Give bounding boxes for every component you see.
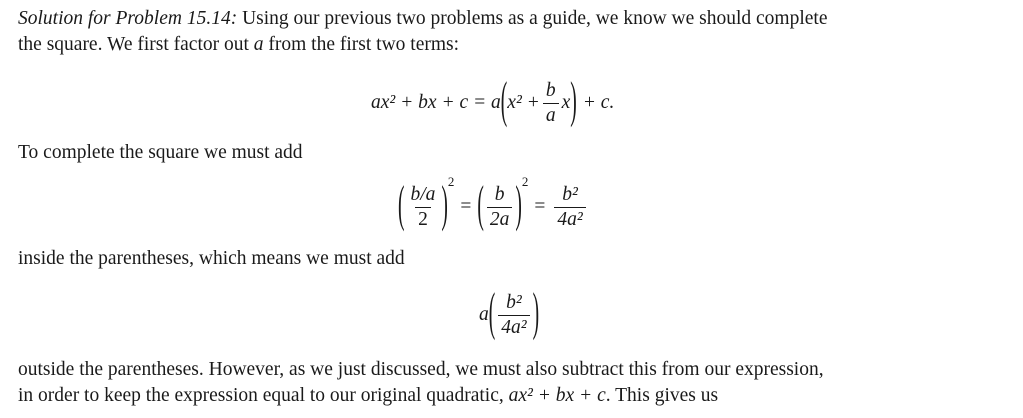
- equals-1: =: [460, 196, 472, 217]
- f2-exponent: 2: [521, 174, 529, 189]
- original-quadratic: ax² + bx + c: [508, 385, 606, 406]
- eq3-den: 4a²: [498, 315, 529, 338]
- equation-factor: [371, 74, 614, 132]
- intro-line-2a: the square. We first factor out: [18, 34, 254, 55]
- eq1-lhs: ax² + bx + c = a: [371, 92, 501, 113]
- paragraph-4: [18, 357, 1018, 409]
- f1-fraction: [408, 185, 439, 229]
- f2-num: b: [494, 184, 505, 205]
- intro-line-1: Using our previous two problems as a guide, we know we should complete: [242, 8, 828, 29]
- left-paren: (: [500, 75, 508, 130]
- f3-num: b²: [562, 184, 578, 205]
- eq3-fraction: [498, 293, 529, 337]
- paragraph-3: inside the parentheses, which means we must add: [18, 248, 405, 269]
- eq1-fraction: [543, 81, 559, 125]
- right-paren: ): [570, 75, 577, 130]
- eq3-right-paren: ): [532, 285, 540, 343]
- eq1-x: x: [561, 92, 571, 113]
- paragraph-2: To complete the square we must add: [18, 142, 303, 163]
- eq3-num: b²: [506, 292, 522, 313]
- f1-num: b/a: [410, 184, 436, 205]
- equals-2: =: [534, 196, 546, 217]
- intro-line-2b: from the first two terms:: [263, 34, 460, 55]
- equation-added-term: [479, 283, 539, 347]
- f3-fraction: [554, 185, 585, 229]
- eq3-left-paren: (: [488, 285, 496, 343]
- f1-exponent: 2: [447, 174, 455, 189]
- eq3-a: a: [479, 304, 489, 325]
- para4-line-2b: . This gives us: [605, 385, 719, 406]
- para4-line-1: outside the parentheses. However, as we just discussed, we must also subtract this from our expression,: [18, 359, 824, 380]
- eq1-x2: x² +: [507, 92, 540, 113]
- equation-square-term: [398, 176, 589, 238]
- f1-den: 2: [415, 207, 431, 230]
- solution-label: Solution for Problem 15.14:: [18, 8, 238, 29]
- f1-right-paren: ): [441, 179, 448, 234]
- f2-right-paren: ): [515, 179, 522, 234]
- f2-left-paren: (: [477, 179, 484, 234]
- variable-a: a: [253, 34, 264, 55]
- para4-line-2a: in order to keep the expression equal to our original quadratic,: [18, 385, 509, 406]
- eq1-frac-num: b: [545, 80, 556, 101]
- eq1-tail: + c.: [582, 92, 615, 113]
- f3-den: 4a²: [554, 207, 585, 230]
- f1-left-paren: (: [398, 179, 405, 234]
- f2-den: 2a: [487, 207, 513, 230]
- eq1-frac-den: a: [543, 103, 559, 126]
- intro-paragraph: [18, 6, 1018, 58]
- f2-fraction: [487, 185, 513, 229]
